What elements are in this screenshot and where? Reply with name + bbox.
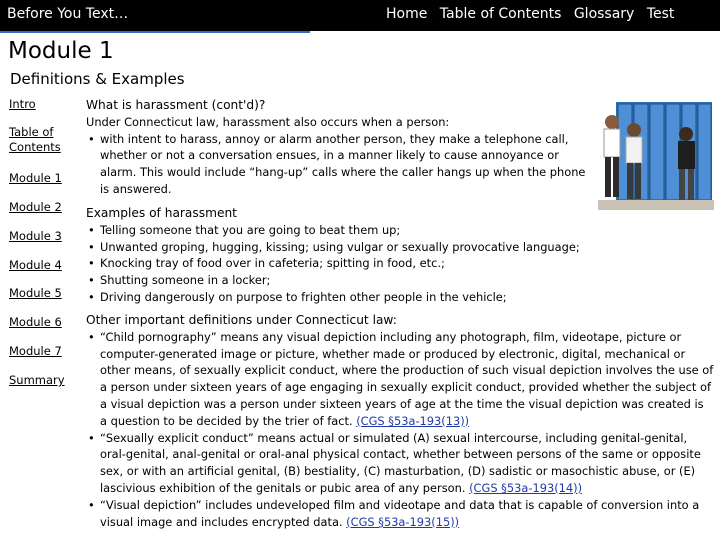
sidebar-item-summary[interactable]: Summary: [9, 373, 65, 387]
top-nav: [386, 6, 682, 22]
statute-link[interactable]: (CGS §53a-193(13)): [356, 413, 470, 428]
list-item: • with intent to harass, annoy or alarm another person, they make a telephone call, whether or not a conversation ensues, in a manner likely to cause annoyance or alarm. This would include “hang-up” calls where the caller hangs up when the phone is answered.: [86, 131, 598, 198]
section-heading: Other important definitions under Connecticut law:: [86, 313, 397, 327]
title-underline: [0, 31, 310, 33]
sidebar-item-module-4[interactable]: Module 4: [9, 258, 62, 272]
sidebar-item-module-3[interactable]: Module 3: [9, 229, 62, 243]
section-heading: Examples of harassment: [86, 206, 237, 220]
list-item: • Shutting someone in a locker;: [86, 272, 606, 289]
sidebar-item-module-7[interactable]: Module 7: [9, 344, 62, 358]
locker-students-image: [598, 100, 714, 210]
statute-link[interactable]: (CGS §53a-193(14)): [469, 480, 583, 495]
section-harassment-contd: [86, 97, 598, 198]
section-intro: Under Connecticut law, harassment also occurs when a person:: [86, 114, 450, 129]
list-item: • Driving dangerously on purpose to frighten other people in the vehicle;: [86, 289, 606, 306]
page-subtitle: Definitions & Examples: [10, 70, 185, 88]
page-title: Module 1: [8, 38, 114, 64]
top-bar: [0, 0, 720, 31]
section-heading: What is harassment (cont'd)?: [86, 98, 266, 112]
list-item: • “Sexually explicit conduct” means actual or simulated (A) sexual intercourse, including genital-genital, oral-genital, anal-genital or oral-anal physical contact, whether between persons of the same or opposite sex, or with an artificial genital, (B) bestiality, (C) masturbation, (D) sadistic or masochistic abuse, or (E) lascivious exhibition of the genitals or pubic area of any person. (CGS §53a-193(14)): [86, 430, 714, 497]
floor: [598, 200, 714, 210]
list-item: • Knocking tray of food over in cafeteria; spitting in food, etc.;: [86, 255, 606, 272]
sidebar-item-module-6[interactable]: Module 6: [9, 315, 62, 329]
nav-glossary[interactable]: Glossary: [573, 6, 635, 22]
list-item: • “Child pornography” means any visual depiction including any photograph, film, videotape, picture or computer-generated image or picture, whether made or produced by electronic, digital, mechanical or other means, of sexually explicit conduct, where the production of such visual depiction involves the use of a person under sixteen years of age engaging in sexually explicit conduct, provided whether the subject of a visual depiction was a person under sixteen years of age at the time the visual depiction was created is a question to be decided by the trier of fact. (CGS §53a-193(13)): [86, 329, 714, 430]
sidebar-item-table-of-contents[interactable]: Table of Contents: [9, 125, 61, 154]
nav-table-of-contents[interactable]: Table of Contents: [439, 6, 562, 22]
statute-link[interactable]: (CGS §53a-193(15)): [346, 514, 460, 529]
bullet-list: [86, 222, 606, 306]
sidebar-item-module-1[interactable]: Module 1: [9, 171, 62, 185]
sidebar-item-module-2[interactable]: Module 2: [9, 200, 62, 214]
list-item: • Unwanted groping, hugging, kissing; using vulgar or sexually provocative language;: [86, 239, 606, 256]
nav-home[interactable]: Home: [386, 6, 428, 22]
list-item: • “Visual depiction” includes undeveloped film and videotape and data that is capable of conversion into a visual image and includes encrypted data. (CGS §53a-193(15)): [86, 497, 714, 531]
sidebar-item-module-5[interactable]: Module 5: [9, 286, 62, 300]
list-item: • Telling someone that you are going to beat them up;: [86, 222, 606, 239]
bullet-list: [86, 329, 714, 531]
sidebar-item-intro[interactable]: Intro: [9, 97, 36, 111]
section-examples: [86, 205, 606, 306]
app-title: Before You Text…: [7, 6, 129, 22]
bullet-list: [86, 131, 598, 198]
nav-test[interactable]: Test: [646, 6, 675, 22]
section-definitions: [86, 312, 714, 530]
